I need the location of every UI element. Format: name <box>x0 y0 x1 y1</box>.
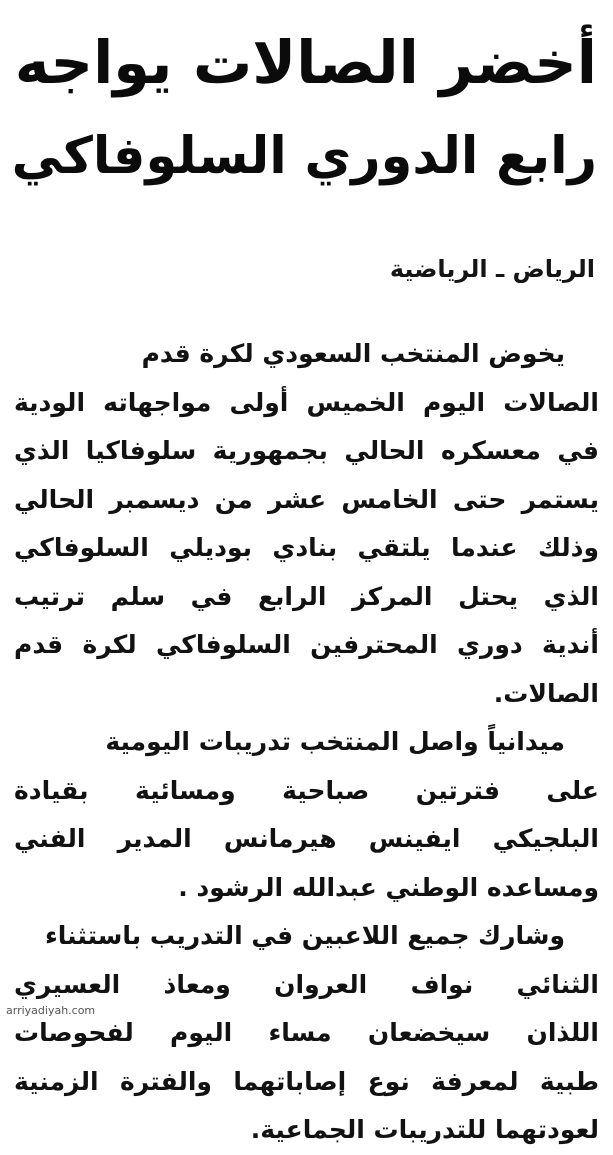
body-line: الصالات. <box>493 678 599 708</box>
body-line: في معسكره الحالي بجمهورية سلوفاكيا الذي <box>14 436 599 465</box>
body-line: الصالات اليوم الخميس أولى مواجهاته الودية <box>14 387 599 417</box>
body-line: الذي يحتل المركز الرابع في سلم ترتيب <box>14 581 599 611</box>
body-line: وذلك عندما يلتقي بنادي بوديلي السلوفاكي <box>14 533 599 562</box>
headline-line-2: رابع الدوري السلوفاكي <box>11 127 597 186</box>
body-line: الثنائي نواف العروان ومعاذ العسيري <box>14 969 599 999</box>
body-line: يستمر حتى الخامس عشر من ديسمبر الحالي <box>14 484 599 514</box>
body-line: ميدانياً واصل المنتخب تدريبات اليومية <box>105 727 565 756</box>
body-line: طبية لمعرفة نوع إصاباتهما والفترة الزمنية <box>14 1066 599 1096</box>
body-line: أندية دوري المحترفين السلوفاكي لكرة قدم <box>14 630 599 659</box>
article-byline: الرياض ـ الرياضية <box>389 255 595 283</box>
body-line: لعودتهما للتدريبات الجماعية. <box>250 1115 599 1144</box>
body-line: وشارك جميع اللاعبين في التدريب باستثناء <box>45 921 565 950</box>
body-line: البلجيكي ايفينس هيرمانس المدير الفني <box>14 824 599 853</box>
article-headline <box>12 16 597 204</box>
headline-line-1: أخضر الصالات يواجه <box>14 28 597 97</box>
article-body <box>14 330 599 1155</box>
body-line: على فترتين صباحية ومسائية بقيادة <box>14 775 599 805</box>
body-line: ومساعده الوطني عبدالله الرشود . <box>178 872 599 902</box>
body-line: يخوض المنتخب السعودي لكرة قدم <box>141 339 565 368</box>
site-watermark: arriyadiyah.com <box>6 1004 96 1017</box>
body-line: اللذان سيخضعان مساء اليوم لفحوصات <box>14 1018 599 1047</box>
